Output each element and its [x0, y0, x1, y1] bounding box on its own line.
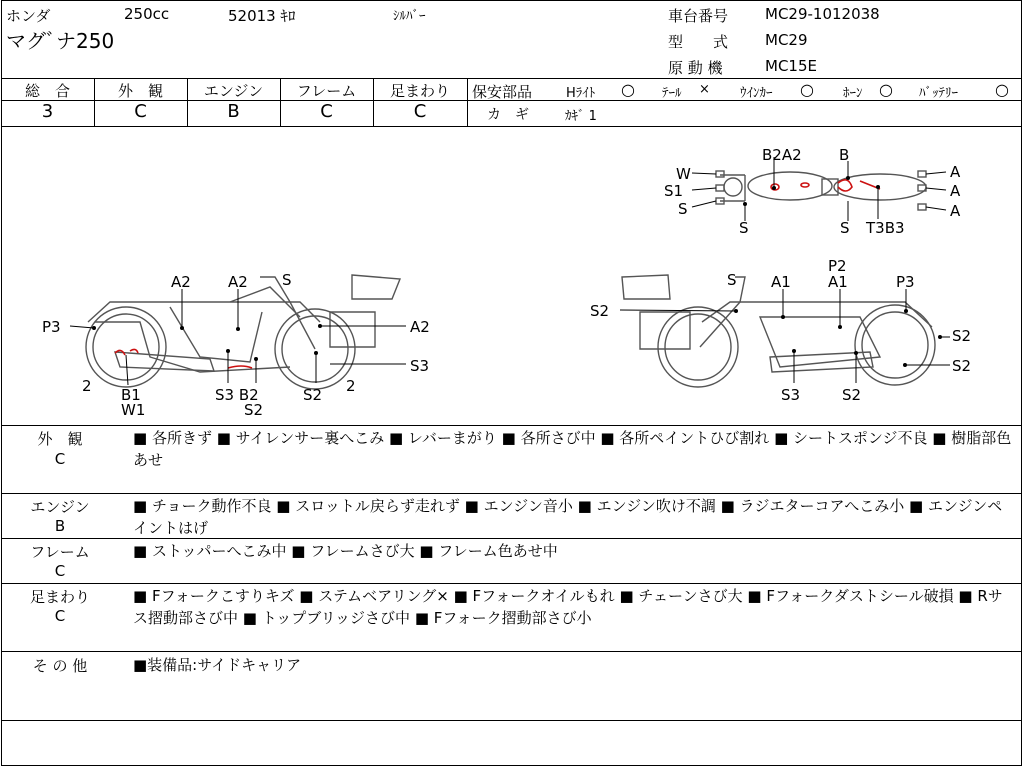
safety-battery-mark: ○	[995, 80, 1009, 99]
section-engine-title: エンジン	[30, 498, 90, 516]
diagram-label: P3	[896, 273, 915, 291]
safety-headlight-mark: ○	[621, 80, 635, 99]
diagram-label: B2A2	[762, 146, 802, 164]
diagram-label: S3	[410, 357, 430, 375]
diagram-label: W	[676, 165, 691, 183]
type-value: MC29	[765, 31, 808, 49]
grade-frame-label: フレーム	[296, 82, 357, 100]
frame-no-label: 車台番号	[668, 7, 729, 25]
diagram-label: S	[678, 200, 688, 218]
diagram-label: S1	[664, 182, 684, 200]
engine-label: 原 動 機	[668, 59, 723, 77]
safety-label: 保安部品	[472, 83, 533, 101]
safety-battery: ﾊﾞｯﾃﾘｰ	[919, 86, 958, 101]
diagram-label: S2	[590, 302, 610, 320]
section-suspension-text: ■ Fフォークこすりキズ ■ ステムベアリング× ■ Fフォークオイルもれ ■ チェーンさび大 ■ Fフォークダストシール破損 ■ Rサス摺動部さび中 ■ トップブリッジさび中 ■ Fフォーク摺動部さび小	[133, 587, 1003, 627]
section-other-title: そ の 他	[32, 657, 88, 675]
diagram-label: S	[727, 271, 737, 289]
diagram-label: A2	[171, 273, 191, 291]
diagram-label: A	[950, 202, 961, 220]
divider	[1, 493, 1022, 494]
grade-exterior-value: C	[134, 101, 147, 122]
divider	[1, 425, 1022, 426]
section-other-text: ■装備品:サイドキャリア	[133, 656, 302, 674]
key-value: ｶｷﾞ 1	[565, 109, 597, 124]
maker: ホンダ	[6, 7, 51, 25]
grade-engine-label: エンジン	[203, 82, 264, 100]
divider	[1, 583, 1022, 584]
section-exterior-grade: C	[54, 450, 66, 468]
diagram-label: B	[839, 146, 850, 164]
divider	[1, 720, 1022, 721]
grade-exterior-label: 外 観	[117, 82, 163, 100]
diagram-label: S2	[952, 327, 972, 345]
diagram-label: P3	[42, 318, 61, 336]
safety-tail-mark: ×	[699, 82, 710, 97]
diagram-label: S2	[952, 357, 972, 375]
grade-overall-label: 総 合	[24, 82, 70, 100]
model-name: マグﾞナ250	[6, 29, 115, 53]
section-frame-grade: C	[54, 562, 66, 580]
diagram-label: S	[282, 271, 292, 289]
displacement: 250cc	[124, 5, 170, 23]
key-label: カ ギ	[487, 107, 529, 123]
diagram-label: S3	[781, 386, 801, 404]
section-suspension-title: 足まわり	[29, 588, 90, 606]
divider	[1, 78, 1022, 79]
diagram-label: A2	[228, 273, 248, 291]
diagram-label: S3 B2	[215, 386, 259, 404]
diagram-label: 2	[346, 377, 356, 395]
safety-horn-mark: ○	[879, 80, 893, 99]
section-exterior-text: ■ 各所きず ■ サイレンサー裏へこみ ■ レバーまがり ■ 各所さび中 ■ 各所ペイントひび割れ ■ シートスポンジ不良 ■ 樹脂部色あせ	[133, 429, 1012, 469]
engine-value: MC15E	[765, 57, 817, 75]
diagram-label: A	[950, 163, 961, 181]
mileage: 52013 ｷﾛ	[228, 7, 296, 25]
diagram-label: A2	[410, 318, 430, 336]
section-suspension-grade: C	[54, 607, 66, 625]
safety-headlight: Hﾗｲﾄ	[566, 86, 596, 101]
diagram-label: S2	[842, 386, 862, 404]
diagram-label: S2	[303, 386, 323, 404]
diagram-label: W1	[121, 401, 146, 419]
safety-tail: ﾃｰﾙ	[662, 86, 682, 101]
grade-frame-value: C	[320, 101, 333, 122]
diagram-label: S	[840, 219, 850, 237]
section-engine-grade: B	[54, 517, 66, 535]
diagram-label: T3B3	[866, 219, 905, 237]
section-frame-title: フレーム	[30, 543, 90, 561]
body-color: ｼﾙﾊﾞｰ	[393, 9, 426, 24]
type-label: 型 式	[668, 33, 729, 51]
diagram-label: A1	[828, 273, 848, 291]
divider	[1, 651, 1022, 652]
diagram-label: 2	[82, 377, 92, 395]
grade-overall-value: 3	[41, 101, 54, 122]
grade-engine-value: B	[227, 101, 240, 122]
frame-no: MC29-1012038	[765, 5, 880, 23]
safety-winker-mark: ○	[800, 80, 814, 99]
diagram-label: B1	[121, 386, 141, 404]
section-exterior-title: 外 観	[37, 430, 83, 448]
diagram-label: A	[950, 182, 961, 200]
divider	[467, 78, 468, 126]
safety-horn: ﾎｰﾝ	[843, 86, 863, 101]
grade-suspension-value: C	[413, 101, 427, 122]
diagram-label: A1	[771, 273, 791, 291]
section-engine-text: ■ チョーク動作不良 ■ スロットル戻らず走れず ■ エンジン音小 ■ エンジン吹け不調 ■ ラジエターコアへこみ小 ■ エンジンペイントはげ	[133, 497, 1003, 537]
diagram-label: S	[739, 219, 749, 237]
diagram-label: P2	[828, 257, 847, 275]
motorcycle-damage-diagram	[0, 127, 1022, 425]
section-frame-text: ■ ストッパーへこみ中 ■ フレームさび大 ■ フレーム色あせ中	[133, 542, 558, 560]
grade-suspension-label: 足まわり	[389, 82, 450, 100]
diagram-label: S2	[244, 401, 264, 419]
safety-winker: ｳｲﾝｶｰ	[740, 86, 773, 101]
